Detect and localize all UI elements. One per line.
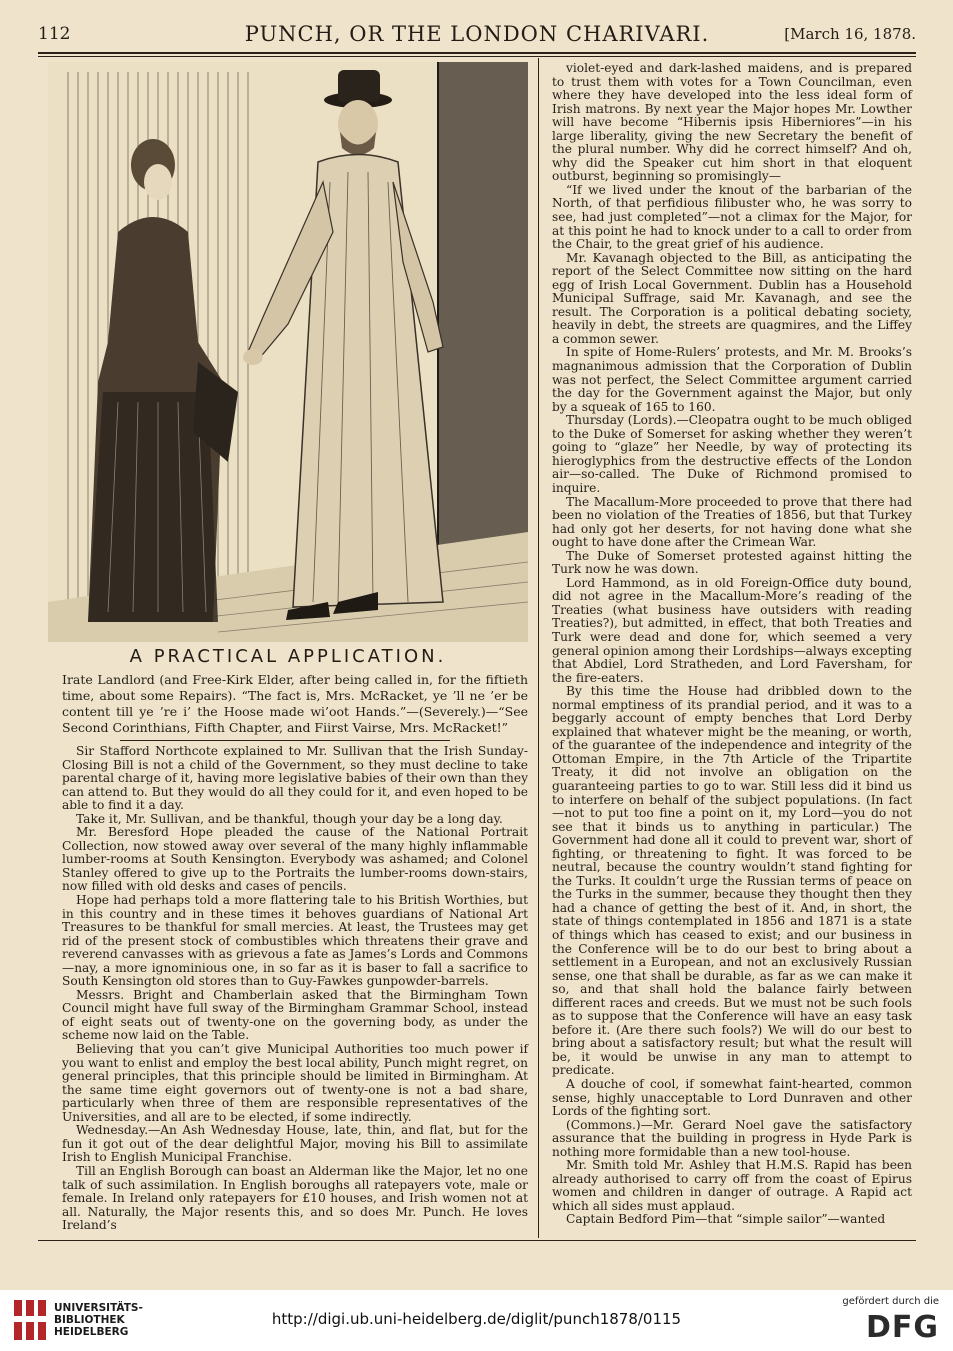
digitization-footer xyxy=(0,1290,953,1351)
right-paragraph: “If we lived under the knout of the barbarian of the North, of that perfidious filibuster who, he was sorry to see, had just completed”—not a climax for the Major, for at this point he had to knock under to a call to order from the Chair, to the great grief of his audience. xyxy=(552,182,912,252)
funding-note: gefördert durch die xyxy=(842,1296,939,1307)
left-paragraph: Messrs. Bright and Chamberlain asked that the Birmingham Town Council might have full sway of the Birmingham Grammar School, instead of eight seats out of twenty-one on the governing body, as under the scheme now laid on the Table. xyxy=(62,987,528,1043)
library-line: UNIVERSITÄTS- xyxy=(54,1302,143,1314)
bottom-rule xyxy=(38,1240,916,1241)
left-paragraph: Sir Stafford Northcote explained to Mr. Sullivan that the Irish Sunday-Closing Bill is not a child of the Government, so they must decline to take parental charge of it, having more legislative babies of their own than they can attend to. But they would do all they could for it, and even hoped to be able to find it a day. xyxy=(62,744,528,813)
right-column xyxy=(552,62,912,1227)
left-column xyxy=(62,745,528,1233)
column-divider xyxy=(538,58,539,1238)
left-paragraph: Take it, Mr. Sullivan, and be thankful, though your day be a long day. xyxy=(76,811,503,826)
right-paragraph: In spite of Home-Rulers’ protests, and Mr. M. Brooks’s magnanimous admission that the Corporation of Dublin was not perfect, the Select Committee argument carried the day for the Government against the Major, but only by a squeak of 165 to 160. xyxy=(552,345,912,414)
illustration-caption: Irate Landlord (and Free-Kirk Elder, after being called in, for the fiftieth time, about some Repairs). “The fact is, Mrs. McRacket, ye ’ll ne ’er be content till ye ’re i’ the Hoose made wi’oot Hands.”—(Severely.)—“See Second Corinthians, Fifth Chapter, and Fiirst Vairse, Mrs. McRacket!” xyxy=(62,672,528,735)
left-paragraph: Till an English Borough can boast an Alderman like the Major, let no one talk of such assimilation. In English boroughs all ratepayers vote, male or female. In Ireland only ratepayers for £10 houses, and Irish women not at all. Naturally, the Major resents this, and so does Mr. Punch. He loves Ireland’s xyxy=(62,1163,528,1233)
right-paragraph: The Macallum-More proceeded to prove that there had been no violation of the Treaties of 1856, but that Turkey had only got her deserts, for not having done what she ought to have done after the Crimean War. xyxy=(552,494,912,550)
issue-date: [March 16, 1878. xyxy=(784,25,916,43)
cartoon-illustration xyxy=(48,62,528,642)
illustration-title: A PRACTICAL APPLICATION. xyxy=(129,646,447,667)
page-header xyxy=(38,22,916,54)
right-paragraph: violet-eyed and dark-lashed maidens, and is prepared to trust them with votes for a Town Councilman, even where they have developed into the less ideal form of Irish matrons. By next year the Major hopes Mr. Lowther will have become “Hibernis ipsis Hiberniores”—in his large liberality, giving the new Secretary the benefit of the plural number. Why did he correct himself? And oh, why did the Speaker cut him short in that eloquent outburst, beginning so promisingly— xyxy=(552,61,912,184)
library-line: BIBLIOTHEK xyxy=(54,1314,125,1326)
left-paragraph: Wednesday.—An Ash Wednesday House, late, thin, and flat, but for the fun it got out of the dear delightful Major, moving his Bill to assimilate Irish to English Municipal Franchise. xyxy=(62,1123,528,1165)
right-paragraph: By this time the House had dribbled down to the normal emptiness of its prandial period, and it was to a beggarly account of empty benches that Lord Derby explained that whatever might be the meaning, or worth, of the guarantee of the independence and integrity of the Ottoman Empire, in the 7th Article of the Tripartite Treaty, it did not involve an obligation on the guaranteeing parties to go to war. Still less did it bind us to interfere on behalf of the subject populations. (In fact—not to put too fine a point on it, my Lord—you do not see that it binds us to anything in particular.) The Government had done all it could to prevent war, short of fighting, or threatening to fight. It was forced to be neutral, because the country wouldn’t stand fighting for the Turks. It couldn’t urge the Russian terms of peace on the Turks in the summer, because they thought then they had a chance of getting the best of it. And, in short, the state of things contemplated in 1856 and 1871 is a state of things which has ceased to exist; and our business in the Conference will be to do our best to bring about a settlement in a European, and not an exclusively Russian sense, one that shall be durable, as far as we can make it so, and that shall hold the balance fairly between different races and creeds. But we must not be such fools as to suppose that the Conference will have an easy task before it. (Are there such fools?) We will do our best to bring about a satisfactory result; but what the result will be, it would be unwise in any man to attempt to predicate. xyxy=(552,684,912,1078)
right-paragraph: Mr. Smith told Mr. Ashley that H.M.S. Rapid has been already authorised to carry off from the coast of Epirus women and children in danger of outrage. A Rapid act which all sides must applaud. xyxy=(552,1158,912,1213)
left-paragraph: Mr. Beresford Hope pleaded the cause of the National Portrait Collection, now stowed away over several of the many highly inflammable lumber-rooms at South Kensington. Everybody was ashamed; and Colonel Stanley offered to give up to the Portraits the lumber-rooms down-stairs, now filled with old desks and cases of pencils. xyxy=(62,825,528,894)
right-paragraph: (Commons.)—Mr. Gerard Noel gave the satisfactory assurance that the building in progress in Hyde Park is nothing more formidable than a new tool-house. xyxy=(552,1117,912,1159)
left-paragraph: Hope had perhaps told a more flattering tale to his British Worthies, but in this country and in these times it behoves guardians of National Art Treasures to be thankful for small mercies. At least, the Trustees may get rid of the present stock of combustibles which threatens their grave and reverend canvasses with as grievous a fate as James’s Lords and Commons—nay, a more ignominious one, in so far as it is baser to fall a sacrifice to South Kensington old stores than to Guy-Fawkes gunpowder-barrels. xyxy=(62,893,528,989)
right-paragraph: A douche of cool, if somewhat faint-hearted, common sense, highly unacceptable to Lord Dunraven and other Lords of the fighting sort. xyxy=(552,1077,912,1119)
right-paragraph: Mr. Kavanagh objected to the Bill, as anticipating the report of the Select Committee now sitting on the hard egg of Irish Local Government. Dublin has a Household Municipal Suffrage, said Mr. Kavanagh, and see the result. The Corporation is a political debating society, heavily in debt, the streets are quagmires, and the Liffey a common sewer. xyxy=(552,250,912,346)
page-number: 112 xyxy=(38,24,71,44)
source-url-link[interactable]: http://digi.ub.uni-heidelberg.de/diglit/punch1878/0115 xyxy=(271,1310,682,1328)
left-paragraph: Believing that you can’t give Municipal Authorities too much power if you want to enlist and employ the best local ability, Punch might regret, on general principles, that this principle should be limited in Birmingham. At the same time eight governors out of twenty-one is not a bad share, particularly when three of them are responsible representatives of the Universities, and all are to be elected, if some indirectly. xyxy=(62,1042,528,1124)
caption-rule xyxy=(120,740,450,741)
dfg-logo: DFG xyxy=(865,1310,939,1345)
right-paragraph: Lord Hammond, as in old Foreign-Office duty bound, did not agree in the Macallum-More’s reading of the Treaties (what business have outsiders with reading Treaties?), but admitted, in effect, that both Treaties and Turk were dead and done for, which seemed a very general opinion among their Lordships—always excepting that Abdiel, Lord Stratheden, and Lord Faversham, for the fire-eaters. xyxy=(552,575,912,685)
right-paragraph: Captain Bedford Pim—that “simple sailor”—wanted xyxy=(566,1212,886,1227)
header-rule xyxy=(38,56,916,57)
right-paragraph: The Duke of Somerset protested against hitting the Turk now he was down. xyxy=(552,548,912,577)
library-line: HEIDELBERG xyxy=(54,1326,129,1338)
right-paragraph: Thursday (Lords).—Cleopatra ought to be much obliged to the Duke of Somerset for asking whether they weren’t going to “glaze” her Needle, by way of protecting its hieroglyphics from the destructive effects of the London air—so-called. The Duke of Richmond promised to inquire. xyxy=(552,413,912,495)
masthead-title: PUNCH, OR THE LONDON CHARIVARI. xyxy=(244,22,710,46)
